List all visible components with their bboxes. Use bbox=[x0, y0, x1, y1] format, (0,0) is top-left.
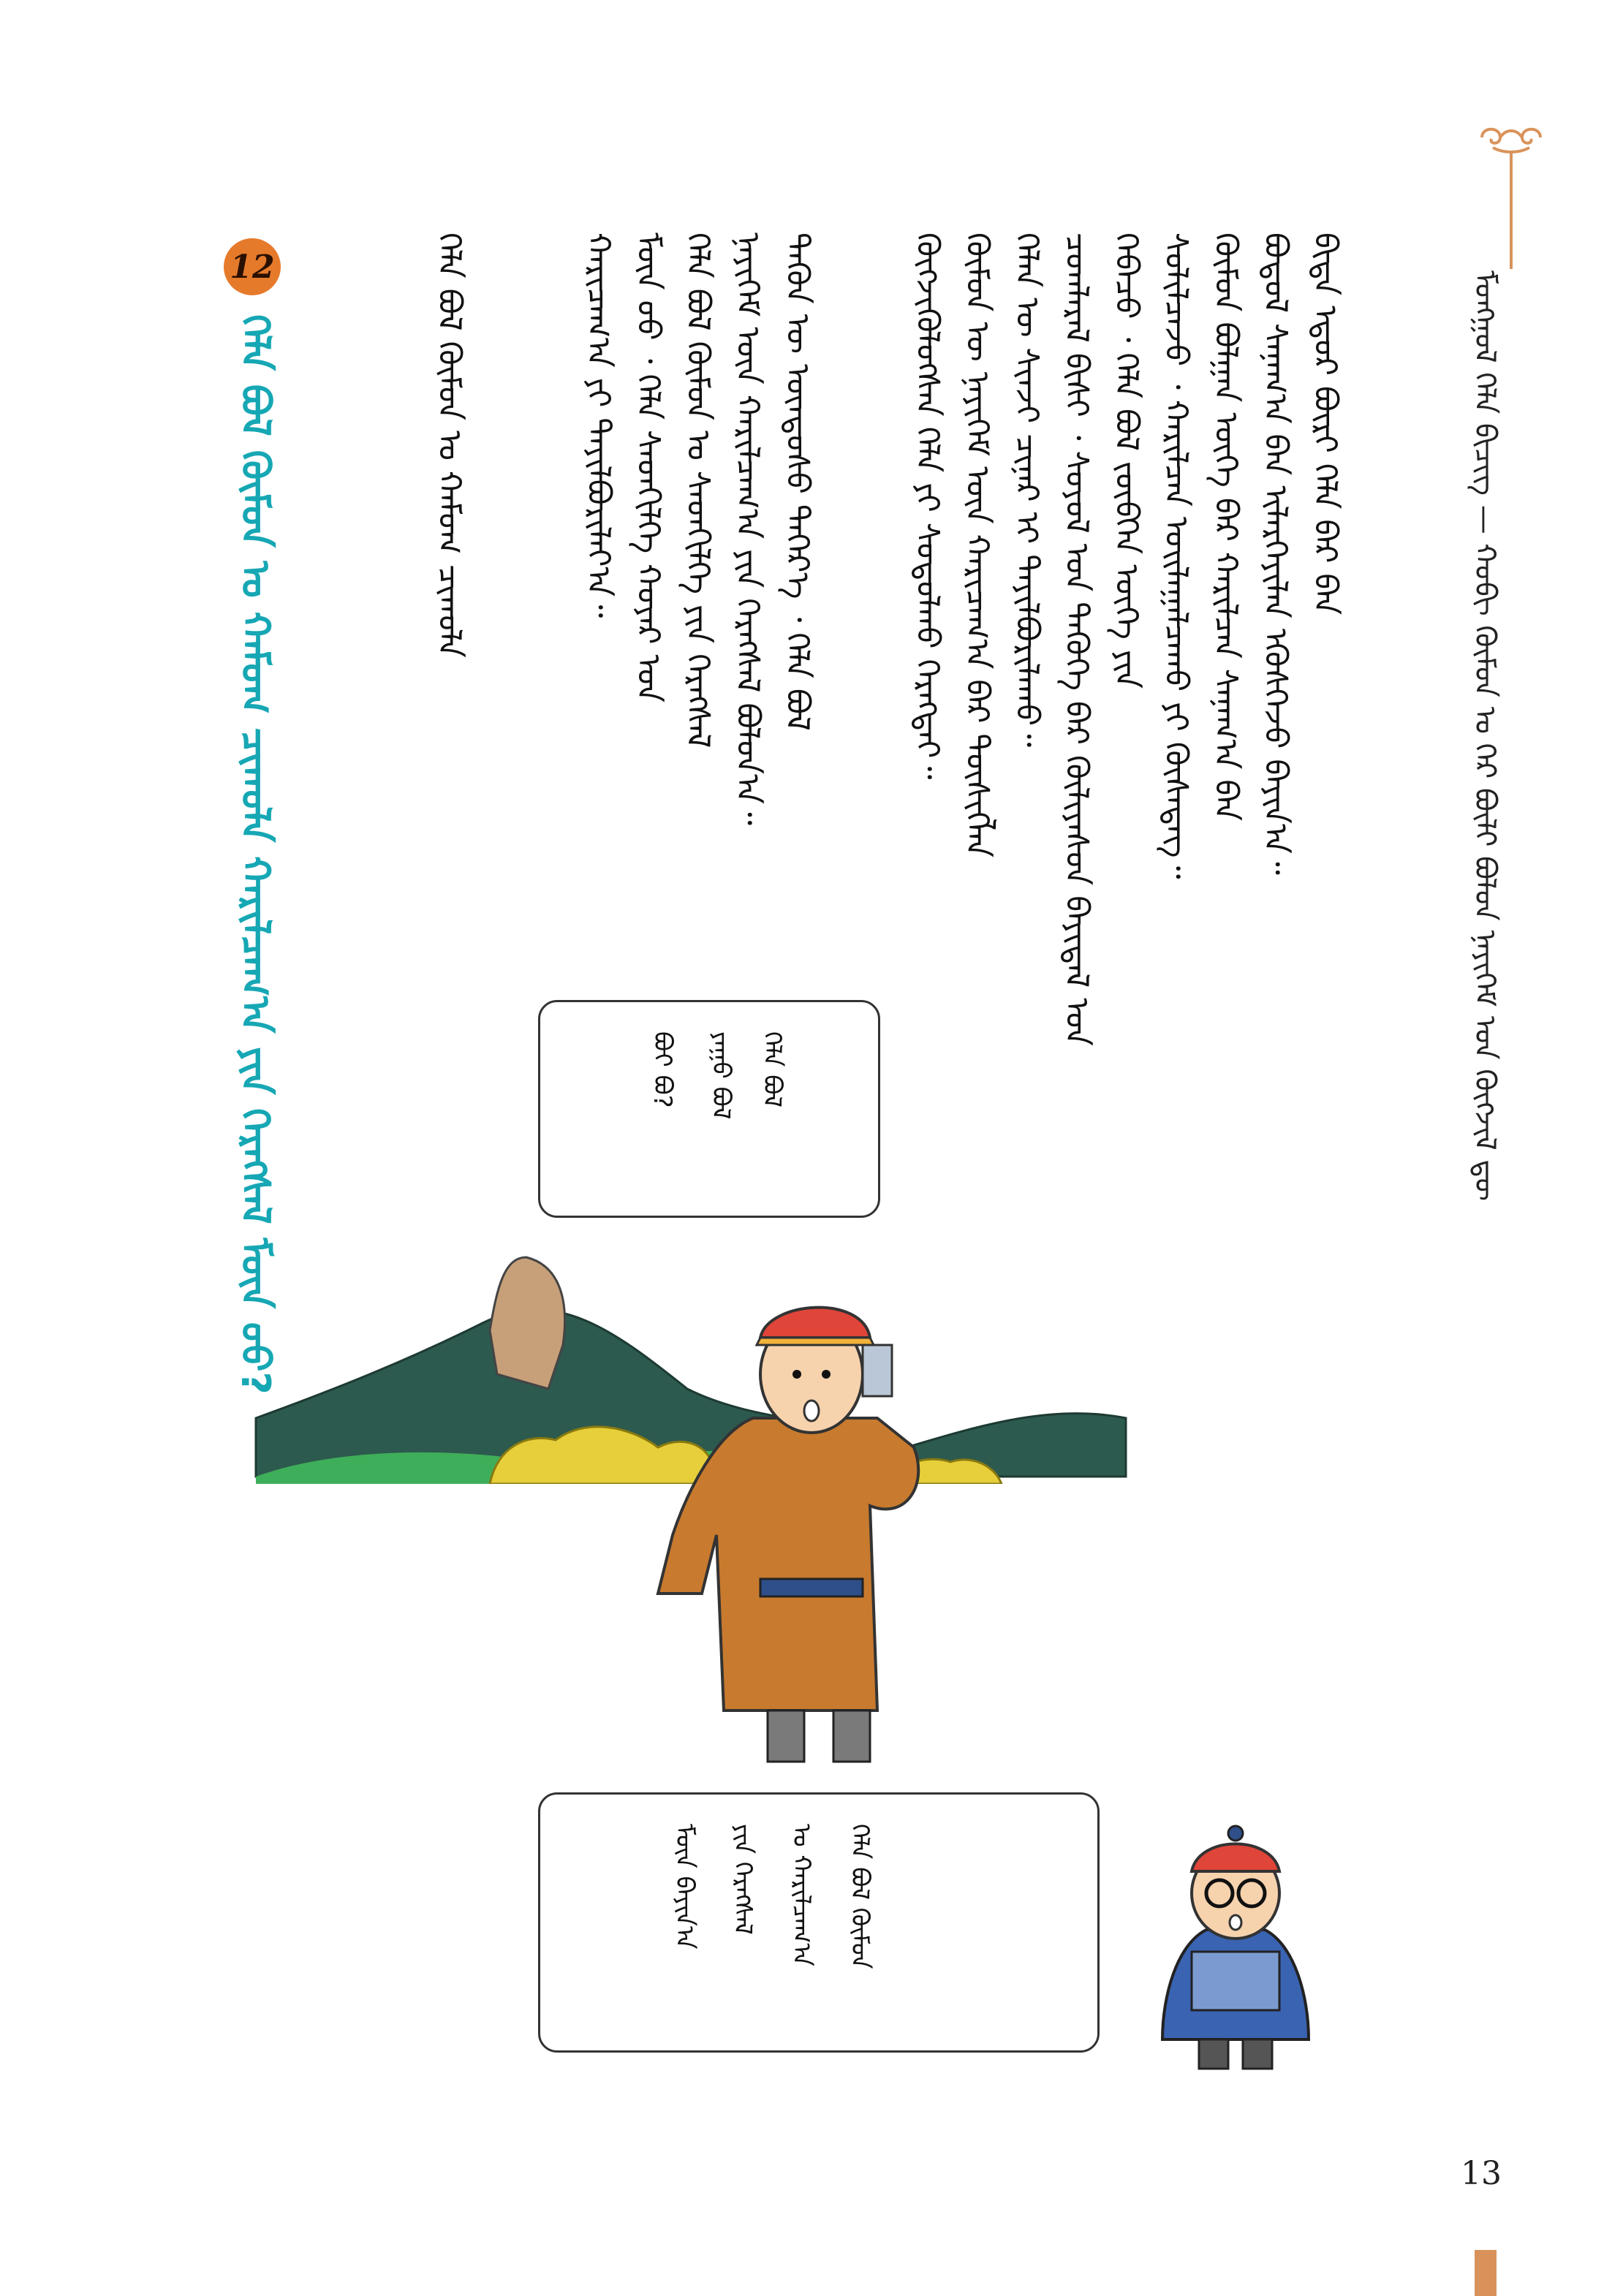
body-column: ᠬᠦᠮᠦᠨ ᠦ ᠨᠡᠶᠢᠭᠡᠮ ᠦᠨ ᠬᠠᠷᠢᠴᠠᠭ᠎ᠠ ᠪᠠᠷ ᠲᠦᠰᠢᠭᠯᠡᠨ bbox=[958, 232, 996, 858]
question-number-badge: 12 bbox=[224, 238, 281, 295]
body-column: ᠬᠡᠯᠡᠨ ᠦ ᠰᠢᠨᠵᠢ ᠴᠢᠨᠠᠷ ᠢ ᠲᠠᠶᠢᠯᠪᠤᠷᠢᠯᠠᠬᠤ᠃ bbox=[1008, 232, 1045, 748]
rock bbox=[490, 1257, 565, 1389]
body-column: ᠬᠡᠯᠡ ᠪᠣᠯ ᠬᠦᠮᠦᠨ ᠤ ᠬᠠᠮᠤᠭ ᠴᠢᠬᠤᠯᠠ bbox=[431, 232, 468, 658]
body-column: ᠲᠡᠭᠦᠨ ᠦ ᠦᠨᠳᠦᠰᠦ ᠳᠡᠭᠡᠷ᠎ᠡ ᠂ ᠬᠡᠯᠡ ᠪᠣᠯ bbox=[779, 232, 816, 731]
body-column: ᠪᠣᠳᠤᠯ ᠰᠠᠨᠠᠭ᠎ᠠ ᠪᠠᠨ ᠢᠯᠡᠷᠬᠡᠶᠢᠯᠡᠨ ᠡᠭᠦᠰᠬᠡᠵᠦ ᠪᠠᠶᠢᠨ᠎ᠠ᠃ bbox=[1257, 232, 1294, 875]
body-column: ᠬᠥᠭᠵᠢᠭᠦᠯᠦᠭᠰᠡᠨ ᠬᠡᠯᠡ ᠶᠢ ᠰᠤᠳᠤᠯᠬᠤ ᠬᠡᠷᠡᠭᠲᠡᠢ᠃ bbox=[909, 232, 946, 780]
body-column: ᠬᠡᠯᠡ ᠪᠣᠯ ᠬᠦᠮᠦᠨ ᠤ ᠰᠡᠳᠬᠢᠯᠭᠡ ᠶᠢᠨ ᠬᠡᠷᠡᠭᠰᠡᠯ bbox=[679, 232, 716, 749]
page-edge-tab bbox=[1475, 2250, 1497, 2296]
running-header: ᠮᠣᠩᠭᠣᠯ ᠬᠡᠯᠡ ᠪᠢᠴᠢᠭ — ᠬᠤᠪᠢ ᠬᠦᠮᠦᠨ ᠤ ᠭᠡᠷ ᠪᠦᠯᠢ ᠪᠤᠯᠤᠨ ᠨᠡᠶᠢᠭᠡᠮ ᠤᠨ ᠬᠥᠭᠵᠢᠯ ᠳᠦ bbox=[1468, 270, 1502, 1202]
body-column: ᠬᠥᠮᠦᠨ ᠪᠣᠯᠭᠠᠨ ᠦᠭᠡ ᠪᠡᠷ ᠬᠠᠷᠢᠯᠴᠠᠨ ᠰᠠᠨᠠᠭ᠎ᠠ ᠪᠠᠨ bbox=[1207, 232, 1244, 822]
body-column: ᠨᠡᠶᠢᠭᠡᠮ ᠦᠨ ᠬᠠᠷᠢᠯᠴᠠᠭ᠎ᠠ ᠶᠢᠨ ᠬᠡᠷᠡᠭᠰᠡᠯ ᠪᠣᠯᠤᠨ᠎ᠠ᠃ bbox=[729, 232, 766, 825]
body-column: ᠰᠣᠯᠢᠯᠴᠠᠵᠤ ᠂ ᠬᠠᠷᠢᠯᠴᠠᠨ ᠤᠢᠯᠠᠭᠠᠯᠴᠠᠬᠤ ᠶᠢ ᠬᠦᠰᠡᠳᠡᠭ᠃ bbox=[1157, 232, 1195, 879]
speech-bubble-man bbox=[538, 1000, 880, 1218]
bubble-man-line: ᠬᠡᠯᠡ ᠪᠣᠯ bbox=[757, 1031, 787, 1108]
question-title: ᠬᠡᠯᠡ ᠪᠣᠯ ᠬᠦᠮᠦᠨ ᠤ ᠬᠠᠮᠤᠭ ᠴᠢᠬᠤᠯᠠ ᠬᠠᠷᠢᠯᠴᠠᠭ᠎ᠠ ᠶᠢᠨ ᠬᠡᠷᠡᠭᠰᠡᠯ ᠮᠥᠨ ᠤᠤ? bbox=[232, 314, 279, 1395]
bubble-boy-line: ᠬᠡᠯᠡ ᠪᠣᠯ ᠬᠦᠮᠦᠨ bbox=[845, 1824, 874, 1969]
body-column: ᠭᠡᠪᠡᠴᠦ ᠂ ᠬᠡᠯᠡ ᠪᠣᠯ ᠵᠥᠪᠬᠡᠨ ᠦᠭᠡ ᠶᠢᠨ bbox=[1108, 232, 1145, 689]
page-number: 13 bbox=[1461, 2155, 1502, 2192]
bubble-boy-line: ᠶᠢᠨ ᠬᠡᠷᠡᠭᠰᠡᠯ bbox=[728, 1824, 757, 1935]
bubble-man-line: ᠶᠠᠭᠤ ᠪᠣᠯ bbox=[706, 1031, 735, 1120]
bubble-man-line: ᠪᠤᠢ ᠪᠣ? bbox=[648, 1031, 677, 1108]
body-column: ᠮᠥᠨ ᠤᠤ ᠂ ᠬᠡᠯᠡ ᠰᠡᠳᠬᠢᠯᠭᠡ ᠬᠣᠶᠠᠷ ᠤᠨ bbox=[629, 232, 667, 703]
body-column: ᠬᠠᠷᠢᠴᠠᠭ᠎ᠠ ᠶᠢ ᠲᠠᠶᠢᠯᠪᠤᠷᠢᠯᠠᠶ᠎ᠠ᠃ bbox=[580, 232, 617, 618]
body-column: ᠴᠤᠭᠯᠠᠷᠠᠯ ᠪᠢᠰᠢ ᠂ ᠰᠣᠶᠣᠯ ᠤᠨ ᠲᠡᠭᠦᠬᠡ ᠪᠠᠷ ᠬᠦᠯᠢᠶᠡᠰᠦᠨ ᠪᠠᠶᠢᠳᠠᠯ ᠤᠨ bbox=[1058, 232, 1095, 1046]
body-column: ᠪᠢᠳᠡ ᠡᠳᠦᠷ ᠪᠦᠷᠢ ᠬᠡᠯᠡ ᠪᠡᠷ ᠪᠡᠨ bbox=[1306, 232, 1344, 615]
bubble-boy-line: ᠮᠥᠨ ᠪᠠᠶᠢᠨ᠎ᠠ bbox=[670, 1824, 699, 1950]
header-ornament bbox=[1471, 123, 1551, 269]
speech-bubble-boy bbox=[538, 1792, 1100, 2053]
bubble-boy-line: ᠤ ᠬᠠᠷᠢᠯᠴᠠᠭ᠎ᠠ bbox=[787, 1824, 816, 1966]
